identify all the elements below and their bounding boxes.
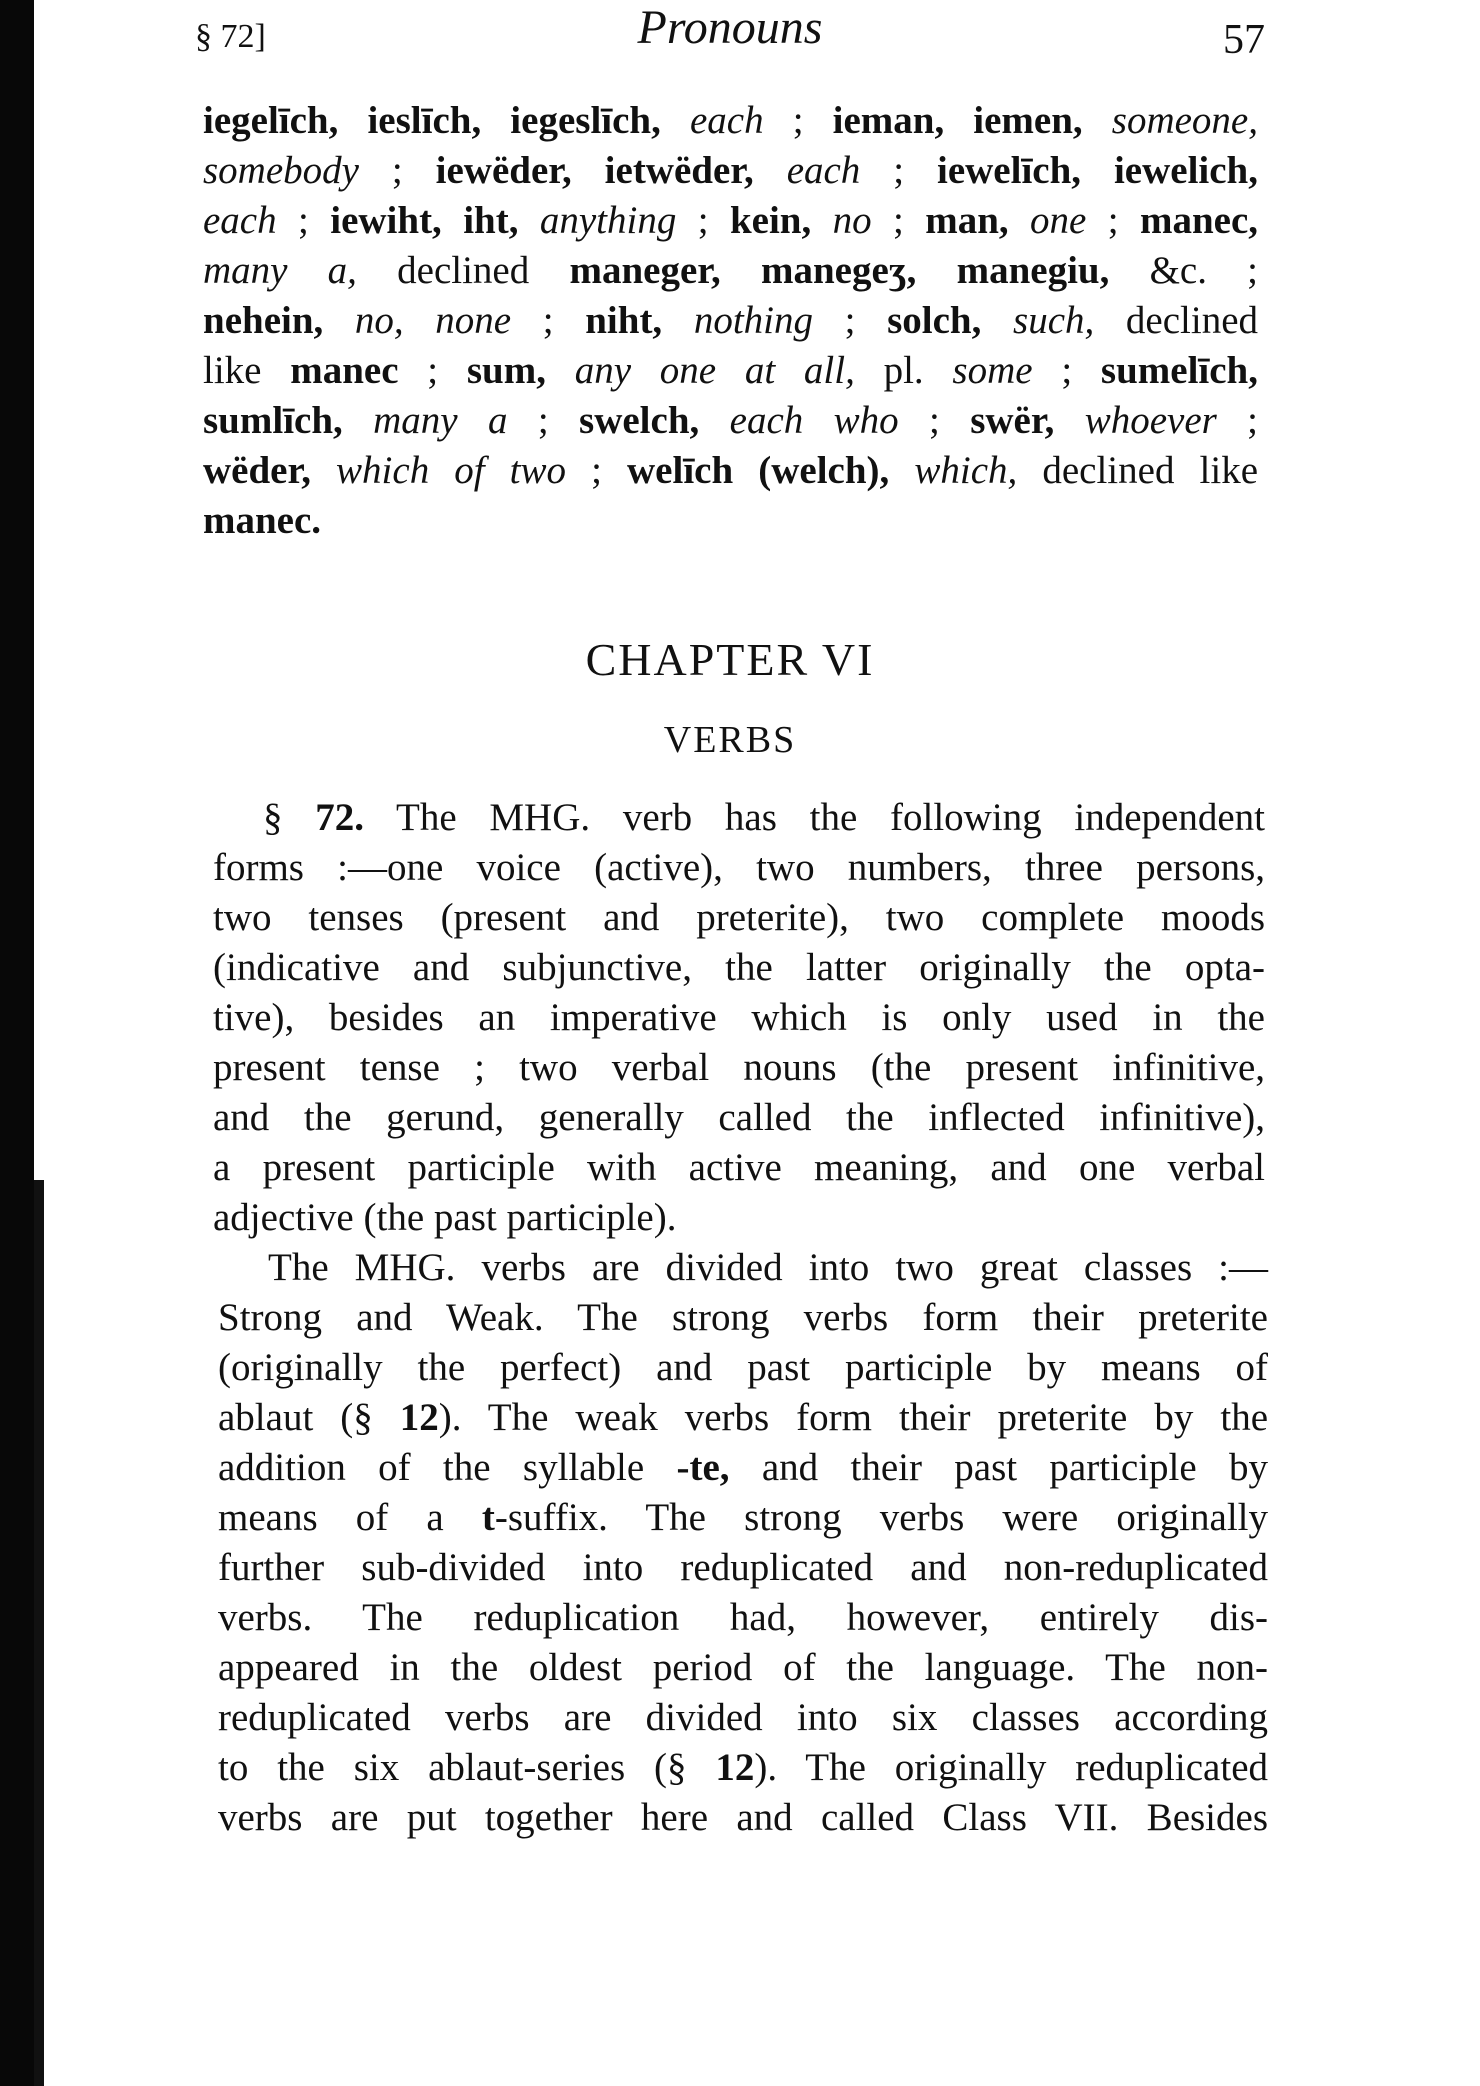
section-72-paragraph	[213, 793, 1265, 1243]
text-line: reduplicated verbs are divided into six classes according	[218, 1696, 1268, 1739]
chapter-subtitle: VERBS	[663, 719, 797, 761]
text-line: verbs are put together here and called Class VII. Besides	[218, 1796, 1268, 1839]
text-line: like manec ; sum, any one at all, pl. some ; sumelīch,	[203, 349, 1258, 392]
text-line: Strong and Weak. The strong verbs form their preterite	[218, 1296, 1268, 1339]
pronoun-list	[203, 96, 1258, 546]
text-line: each ; iewiht, iht, anything ; kein, no ; man, one ; manec,	[203, 199, 1259, 242]
verb-classes-paragraph	[218, 1243, 1268, 1843]
text-line: (originally the perfect) and past participle by means of	[218, 1346, 1268, 1389]
text-line: many a, declined maneger, manegeʒ, manegiu, &c. ;	[203, 249, 1259, 292]
text-line: forms :—one voice (active), two numbers, three persons,	[213, 846, 1265, 889]
text-line: manec.	[203, 499, 322, 542]
text-line: verbs. The reduplication had, however, entirely dis-	[218, 1596, 1268, 1639]
page-number: 57	[1223, 17, 1265, 63]
header-section-ref: § 72]	[195, 18, 266, 55]
text-line: § 72. The MHG. verb has the following independent	[263, 796, 1265, 839]
text-line: iegelīch, ieslīch, iegeslīch, each ; ieman, iemen, someone,	[203, 99, 1258, 142]
text-line: sumlīch, many a ; swelch, each who ; swër, whoever ;	[203, 399, 1259, 442]
text-line: nehein, no, none ; niht, nothing ; solch, such, declined	[203, 299, 1259, 342]
text-line: and the gerund, generally called the inflected infinitive),	[213, 1096, 1265, 1139]
text-line: further sub-divided into reduplicated and non-reduplicated	[218, 1546, 1268, 1589]
chapter-title: CHAPTER VI	[585, 634, 875, 685]
text-line: adjective (the past participle).	[213, 1196, 677, 1239]
text-line: ablaut (§ 12). The weak verbs form their preterite by the	[218, 1396, 1269, 1439]
text-line: to the six ablaut-series (§ 12). The originally reduplicated	[218, 1746, 1268, 1789]
text-line: The MHG. verbs are divided into two great classes :—	[268, 1246, 1268, 1289]
text-line: a present participle with active meaning, and one verbal	[213, 1146, 1265, 1189]
text-line: wëder, which of two ; welīch (welch), which, declined like	[203, 449, 1259, 492]
text-line: present tense ; two verbal nouns (the present infinitive,	[213, 1046, 1265, 1089]
text-line: tive), besides an imperative which is only used in the	[213, 996, 1265, 1039]
text-line: means of a t-suffix. The strong verbs were originally	[218, 1496, 1268, 1539]
text-line: (indicative and subjunctive, the latter originally the opta-	[213, 946, 1265, 989]
running-header	[195, 0, 1265, 70]
header-title: Pronouns	[637, 1, 823, 54]
text-line: two tenses (present and preterite), two complete moods	[213, 896, 1265, 939]
text-line: addition of the syllable -te, and their past participle by	[218, 1446, 1268, 1489]
book-binding-edge	[0, 0, 34, 2086]
book-binding-shadow	[34, 1180, 44, 2086]
text-line: somebody ; iewëder, ietwëder, each ; iewelīch, iewelich,	[203, 149, 1259, 192]
text-line: appeared in the oldest period of the language. The non-	[218, 1646, 1268, 1689]
